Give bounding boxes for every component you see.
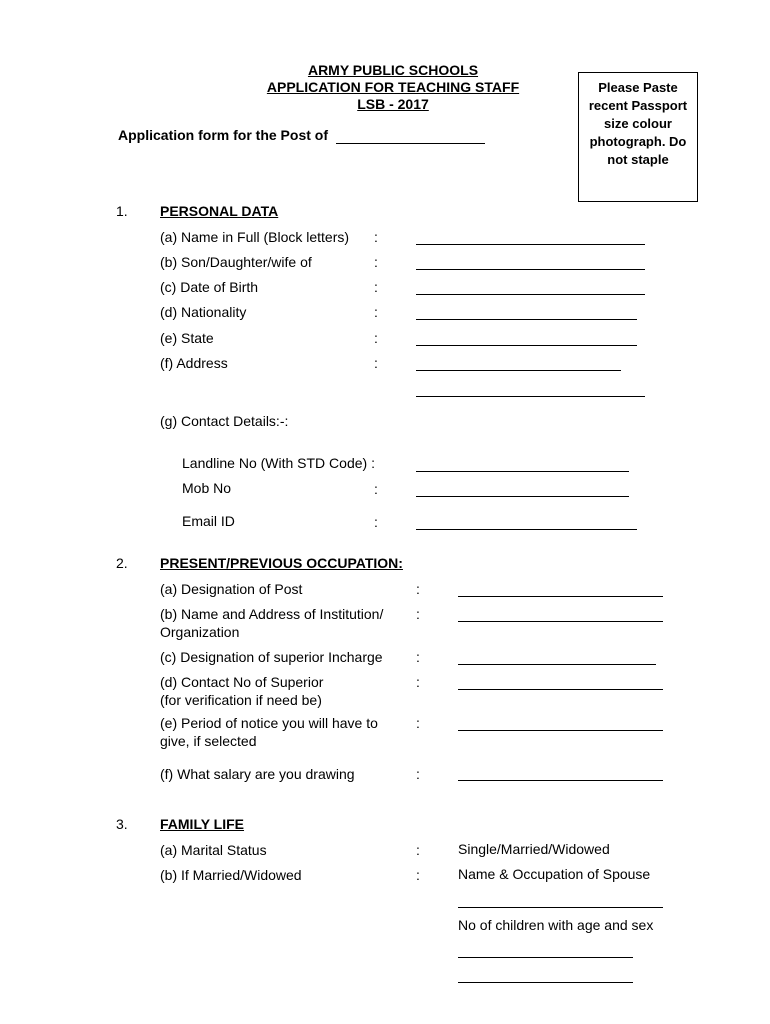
- colon: :: [416, 581, 420, 597]
- marital-status-options[interactable]: Single/Married/Widowed: [458, 841, 610, 857]
- section-3-title: FAMILY LIFE: [160, 816, 245, 832]
- relation-input-line[interactable]: [416, 269, 645, 270]
- nationality-input-line[interactable]: [416, 319, 637, 320]
- email-label: Email ID: [182, 513, 235, 529]
- nationality-label: (d) Nationality: [160, 304, 247, 320]
- children-input-line-1[interactable]: [458, 957, 633, 958]
- section-3-number: 3.: [116, 816, 128, 832]
- form-header: [210, 62, 576, 113]
- address-input-line-1[interactable]: [416, 370, 621, 371]
- state-label: (e) State: [160, 330, 214, 346]
- mobile-input-line[interactable]: [416, 496, 629, 497]
- colon: :: [374, 514, 378, 530]
- dob-label: (c) Date of Birth: [160, 279, 259, 295]
- colon: :: [374, 279, 378, 295]
- landline-label: Landline No (With STD Code) :: [182, 455, 375, 471]
- children-label: No of children with age and sex: [458, 917, 654, 933]
- name-input-line[interactable]: [416, 244, 645, 245]
- designation-label: (a) Designation of Post: [160, 581, 303, 597]
- school-name: ARMY PUBLIC SCHOOLS: [307, 62, 479, 78]
- marital-status-label: (a) Marital Status: [160, 842, 267, 858]
- relation-label: (b) Son/Daughter/wife of: [160, 254, 312, 270]
- spouse-input-line[interactable]: [458, 907, 663, 908]
- colon: :: [374, 304, 378, 320]
- salary-input-line[interactable]: [458, 780, 663, 781]
- address-label: (f) Address: [160, 355, 228, 371]
- dob-input-line[interactable]: [416, 294, 645, 295]
- section-2-title: PRESENT/PREVIOUS OCCUPATION:: [160, 555, 403, 571]
- name-label: (a) Name in Full (Block letters): [160, 229, 350, 245]
- spouse-label: Name & Occupation of Spouse: [458, 866, 651, 882]
- notice-period-label: (e) Period of notice you will have to give, if selected: [160, 715, 378, 749]
- colon: :: [374, 355, 378, 371]
- colon: :: [416, 715, 420, 731]
- photo-box-instruction: Please Paste recent Passport size colour photograph. Do not staple: [588, 80, 688, 167]
- colon: :: [416, 842, 420, 858]
- mobile-label: Mob No: [182, 480, 232, 496]
- colon: :: [416, 867, 420, 883]
- email-input-line[interactable]: [416, 529, 637, 530]
- colon: :: [416, 606, 420, 622]
- salary-label: (f) What salary are you drawing: [160, 766, 355, 782]
- section-1-number: 1.: [116, 203, 128, 219]
- designation-input-line[interactable]: [458, 596, 663, 597]
- form-title: APPLICATION FOR TEACHING STAFF: [266, 79, 520, 95]
- institution-input-line[interactable]: [458, 621, 663, 622]
- children-input-line-2[interactable]: [458, 982, 633, 983]
- address-input-line-2[interactable]: [416, 396, 645, 397]
- form-year: LSB - 2017: [357, 96, 429, 112]
- superior-contact-label: (d) Contact No of Superior (for verification if need be): [160, 674, 324, 708]
- section-2-number: 2.: [116, 555, 128, 571]
- superior-label: (c) Designation of superior Incharge: [160, 649, 383, 665]
- post-input-line[interactable]: [336, 143, 485, 144]
- photo-box[interactable]: [578, 72, 698, 202]
- colon: :: [374, 481, 378, 497]
- notice-period-input-line[interactable]: [458, 730, 663, 731]
- colon: :: [416, 649, 420, 665]
- state-input-line[interactable]: [416, 345, 637, 346]
- colon: :: [374, 229, 378, 245]
- colon: :: [374, 254, 378, 270]
- colon: :: [416, 766, 420, 782]
- post-label: Application form for the Post of: [118, 127, 328, 143]
- superior-contact-input-line[interactable]: [458, 689, 663, 690]
- if-married-label: (b) If Married/Widowed: [160, 867, 302, 883]
- colon: :: [416, 674, 420, 690]
- institution-label: (b) Name and Address of Institution/ Organization: [160, 606, 384, 640]
- contact-details-label: (g) Contact Details:-:: [160, 413, 289, 429]
- landline-input-line[interactable]: [416, 471, 629, 472]
- colon: :: [374, 330, 378, 346]
- section-1-title: PERSONAL DATA: [160, 203, 279, 219]
- superior-input-line[interactable]: [458, 664, 656, 665]
